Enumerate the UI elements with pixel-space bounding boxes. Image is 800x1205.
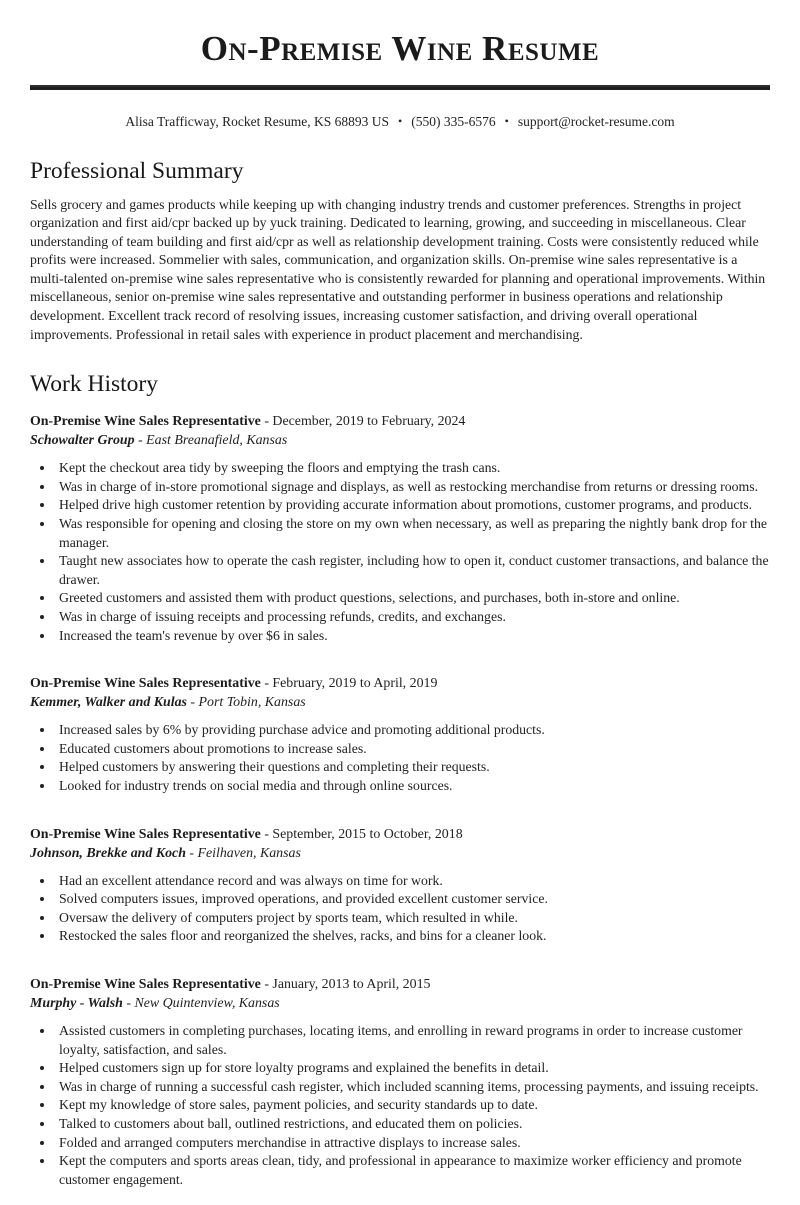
job-header — [30, 975, 770, 994]
job-bullet: • Talked to customers about ball, outlined restrictions, and educated them on policies. — [55, 1115, 770, 1134]
job-header — [30, 825, 770, 844]
job-location: - Feilhaven, Kansas — [185, 845, 301, 861]
job-entry — [30, 412, 770, 645]
summary-heading: Professional Summary — [30, 157, 244, 184]
job-bullet: • Oversaw the delivery of computers project by sports team, which resulted in while. — [55, 909, 770, 928]
job-title: On-Premise Wine Sales Representative — [30, 414, 261, 430]
job-header — [30, 674, 770, 693]
job-bullet: • Kept the checkout area tidy by sweeping the floors and emptying the trash cans. — [55, 459, 770, 478]
job-location: - New Quintenview, Kansas — [122, 995, 280, 1011]
job-company: Schowalter Group — [30, 433, 135, 449]
job-bullet: • Helped drive high customer retention by providing accurate information about promotions, customer programs, and products. — [55, 496, 770, 515]
job-bullets — [30, 872, 770, 946]
resume-title: On-Premise Wine Resume — [200, 29, 600, 68]
job-bullet: • Solved computers issues, improved operations, and provided excellent customer service. — [55, 890, 770, 909]
job-bullet: • Helped customers sign up for store loyalty programs and explained the benefits in detail. — [55, 1059, 770, 1078]
contact-email: support@rocket-resume.com — [517, 113, 675, 129]
job-company: Murphy - Walsh — [30, 995, 123, 1011]
job-list — [30, 412, 770, 1189]
job-location: - Port Tobin, Kansas — [186, 695, 306, 711]
job-subheader — [30, 693, 770, 712]
job-bullet: • Taught new associates how to operate the cash register, including how to open it, conduct customer transactions, and balance the drawer. — [55, 552, 770, 589]
job-dates: - September, 2015 to October, 2018 — [260, 826, 463, 842]
job-bullet: • Had an excellent attendance record and was always on time for work. — [55, 872, 770, 891]
job-bullets — [30, 459, 770, 645]
job-subheader — [30, 994, 770, 1013]
contact-phone: (550) 335-6576 — [411, 113, 496, 129]
job-subheader — [30, 844, 770, 863]
header-divider — [30, 85, 770, 90]
job-bullet: • Restocked the sales floor and reorganized the shelves, racks, and bins for a cleaner look. — [55, 927, 770, 946]
job-title: On-Premise Wine Sales Representative — [30, 976, 261, 992]
job-bullet: • Helped customers by answering their questions and completing their requests. — [55, 758, 770, 777]
job-bullet: • Was responsible for opening and closing the store on my own when necessary, as well as preparing the nightly bank drop for the manager. — [55, 515, 770, 552]
job-bullet: • Was in charge of running a successful cash register, which included scanning items, processing payments, and issuing receipts. — [55, 1078, 770, 1097]
job-entry — [30, 674, 770, 795]
job-dates: - January, 2013 to April, 2015 — [260, 976, 431, 992]
job-bullet: • Folded and arranged computers merchandise in attractive displays to increase sales. — [55, 1134, 770, 1153]
job-bullet: • Looked for industry trends on social media and through online sources. — [55, 777, 770, 796]
job-bullet: • Educated customers about promotions to increase sales. — [55, 740, 770, 759]
job-bullet: • Was in charge of issuing receipts and processing refunds, credits, and exchanges. — [55, 608, 770, 627]
contact-address: Alisa Trafficway, Rocket Resume, KS 68893 US — [125, 113, 390, 129]
job-bullet: • Kept the computers and sports areas clean, tidy, and professional in appearance to maximize worker efficiency and promote customer engagement. — [55, 1152, 770, 1189]
contact-separator-icon: • — [398, 113, 403, 128]
job-bullet: • Increased the team's revenue by over $6 in sales. — [55, 627, 770, 646]
job-title: On-Premise Wine Sales Representative — [30, 676, 261, 692]
summary-text: Sells grocery and games products while keeping up with changing industry trends and customer preferences. Strengths in project organization and first aid/cpr backed up by yuck training. Dedicated to learning, growing, and succeeding in miscellaneous. Clear understanding of team building and first aid/cpr as well as relationship development training. Costs were consistently reduced while profits were increased. Sommelier with sales, communication, and organization skills. On-premise wine sales representative is a multi-talented on-premise wine sales representative who is consistently rewarded for planning and operational improvements. Within miscellaneous, senior on-premise wine sales representative and outstanding performer in business operations and relationship development. Excellent track record of resolving issues, increasing customer satisfaction, and driving overall operational improvements. Professional in retail sales with experience in product placement and merchandising. — [30, 196, 766, 342]
job-entry — [30, 825, 770, 946]
job-bullet: • Kept my knowledge of store sales, payment policies, and security standards up to date. — [55, 1096, 770, 1115]
contact-line — [30, 112, 770, 131]
job-company: Kemmer, Walker and Kulas — [30, 695, 187, 711]
job-bullet: • Greeted customers and assisted them with product questions, selections, and purchases, both in-store and online. — [55, 589, 770, 608]
job-entry — [30, 975, 770, 1189]
job-company: Johnson, Brekke and Koch — [30, 845, 186, 861]
job-subheader — [30, 431, 770, 450]
job-bullets — [30, 721, 770, 795]
job-dates: - February, 2019 to April, 2019 — [260, 676, 438, 692]
job-bullet: • Increased sales by 6% by providing purchase advice and promoting additional products. — [55, 721, 770, 740]
work-history-heading: Work History — [30, 371, 158, 398]
job-bullet: • Was in charge of in-store promotional signage and displays, as well as restocking merchandise from returns or dressing rooms. — [55, 478, 770, 497]
job-header — [30, 412, 770, 431]
contact-separator-icon: • — [504, 113, 509, 128]
job-location: - East Breanafield, Kansas — [134, 433, 288, 449]
job-bullet: • Assisted customers in completing purchases, locating items, and enrolling in reward programs in order to increase customer loyalty, satisfaction, and sales. — [55, 1022, 770, 1059]
job-title: On-Premise Wine Sales Representative — [30, 826, 261, 842]
job-dates: - December, 2019 to February, 2024 — [260, 414, 466, 430]
job-bullets — [30, 1022, 770, 1189]
